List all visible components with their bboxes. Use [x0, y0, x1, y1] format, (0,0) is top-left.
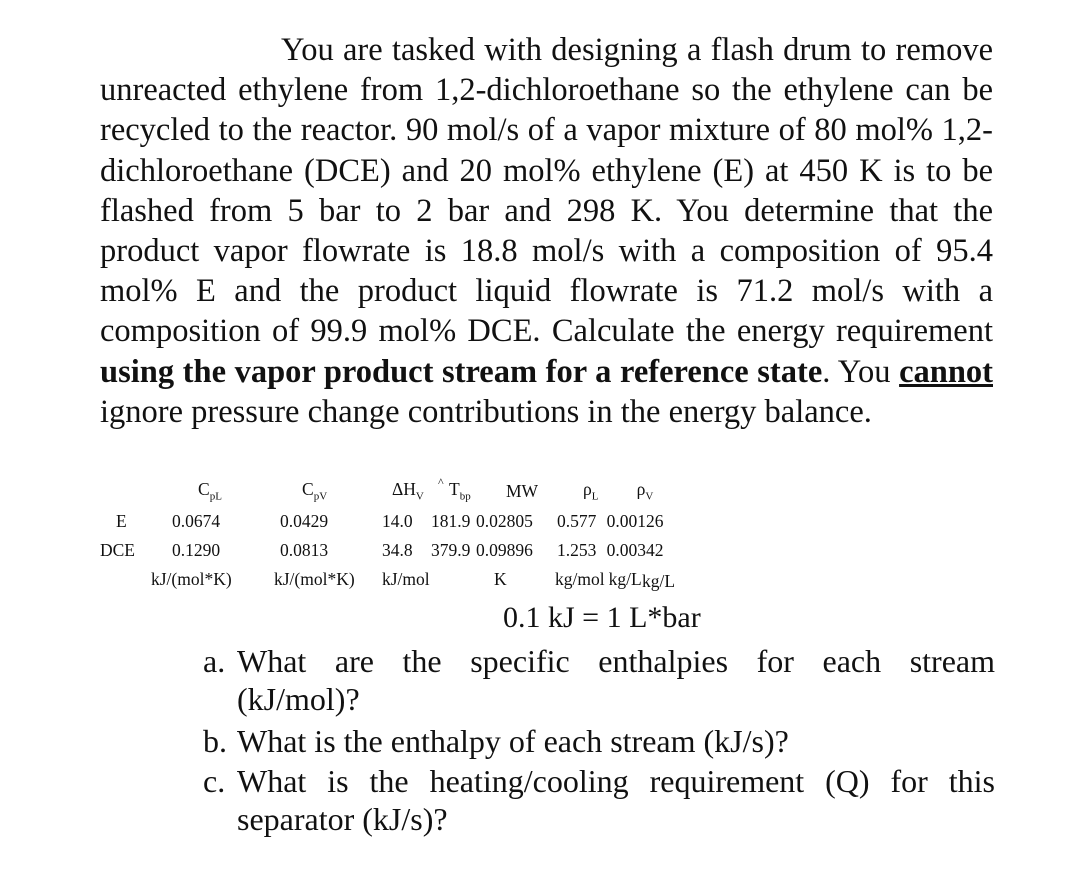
question-text-cont: (kJ/mol)?: [237, 681, 360, 717]
cell-mw: 0.02805: [476, 511, 533, 531]
properties-table: [96, 475, 683, 594]
conversion-factor: 0.1 kJ = 1 L*bar: [503, 601, 701, 634]
question-label: c.: [203, 763, 226, 799]
header-dhv: $\Delta H_V$ ^: [392, 475, 444, 503]
question-b: [203, 722, 995, 760]
header-cpv: $C_{pV}$: [302, 479, 328, 503]
header-tbp: $T_{bp}$: [449, 479, 471, 503]
cell-rhov: 0.00342: [606, 540, 664, 560]
question-text: What is the heating/cooling requirement (Q) for this: [237, 763, 995, 799]
cell-tbp: 379.9: [431, 540, 471, 560]
unit-cpl: kJ/(mol*K): [151, 569, 232, 589]
cell-cpv: 0.0429: [280, 511, 329, 531]
question-text: What are the specific enthalpies for each stream: [237, 643, 995, 679]
unit-mw: kg/mol: [555, 569, 605, 589]
table-row: [96, 507, 683, 536]
unit-cpv: kJ/(mol*K): [274, 569, 355, 589]
problem-text-1: You are tasked with designing a flash drum to remove unreacted ethylene from 1,2-dichloroethane so the ethylene can be recycled to the reactor. 90 mol/s of a vapor mixture of 80 mol% 1,2-dichloroethane (DCE) and 20 mol% ethylene (E) at 450 K is to be flashed from 5 bar to 2 bar and 298 K. You determine that the product vapor flowrate is 18.8 mol/s with a composition of 95.4 mol% E and the product liquid flowrate is 71.2 mol/s with a composition of 99.9 mol% DCE. Calculate the energy requirement: [100, 32, 993, 350]
cell-dhv: 34.8: [382, 540, 413, 560]
header-cpl: $C_{pL}$: [198, 479, 222, 503]
problem-bold-text: using the vapor product stream for a reference state: [100, 353, 823, 390]
unit-dhv: kJ/mol: [382, 569, 430, 589]
units-row: [96, 565, 683, 594]
cell-cpl: 0.1290: [172, 540, 221, 560]
problem-statement: [100, 30, 993, 432]
cell-rhol: 1.253: [557, 540, 597, 560]
header-rhov: $\rho_V$: [636, 479, 654, 503]
unit-rhov: kg/L: [642, 571, 676, 591]
header-rhol: $\rho_L$: [583, 479, 599, 503]
cell-cpv: 0.0813: [280, 540, 329, 560]
problem-text-2: . You: [822, 353, 891, 390]
question-c: [203, 762, 995, 838]
table-header-row: [96, 475, 683, 507]
cell-mw: 0.09896: [476, 540, 533, 560]
cell-rhov: 0.00126: [606, 511, 664, 531]
cell-tbp: 181.9: [431, 511, 471, 531]
problem-text-3: ignore pressure change contributions in the energy balance.: [100, 393, 872, 430]
question-text-cont: separator (kJ/s)?: [237, 801, 448, 837]
problem-underlined-text: cannot: [899, 353, 993, 390]
header-mw: MW: [506, 480, 539, 501]
unit-rhol: kg/L: [608, 569, 642, 589]
cell-rhol: 0.577: [557, 511, 597, 531]
hat-mark: ^: [438, 475, 444, 489]
row-name: DCE: [100, 540, 135, 560]
question-text: What is the enthalpy of each stream (kJ/s)?: [237, 723, 789, 759]
unit-tbp: K: [494, 569, 507, 589]
question-label: b.: [203, 723, 227, 759]
table-row: [96, 536, 683, 565]
row-name: E: [116, 511, 127, 531]
question-label: a.: [203, 643, 226, 679]
cell-dhv: 14.0: [382, 511, 413, 531]
cell-cpl: 0.0674: [172, 511, 221, 531]
question-a: [203, 642, 995, 718]
